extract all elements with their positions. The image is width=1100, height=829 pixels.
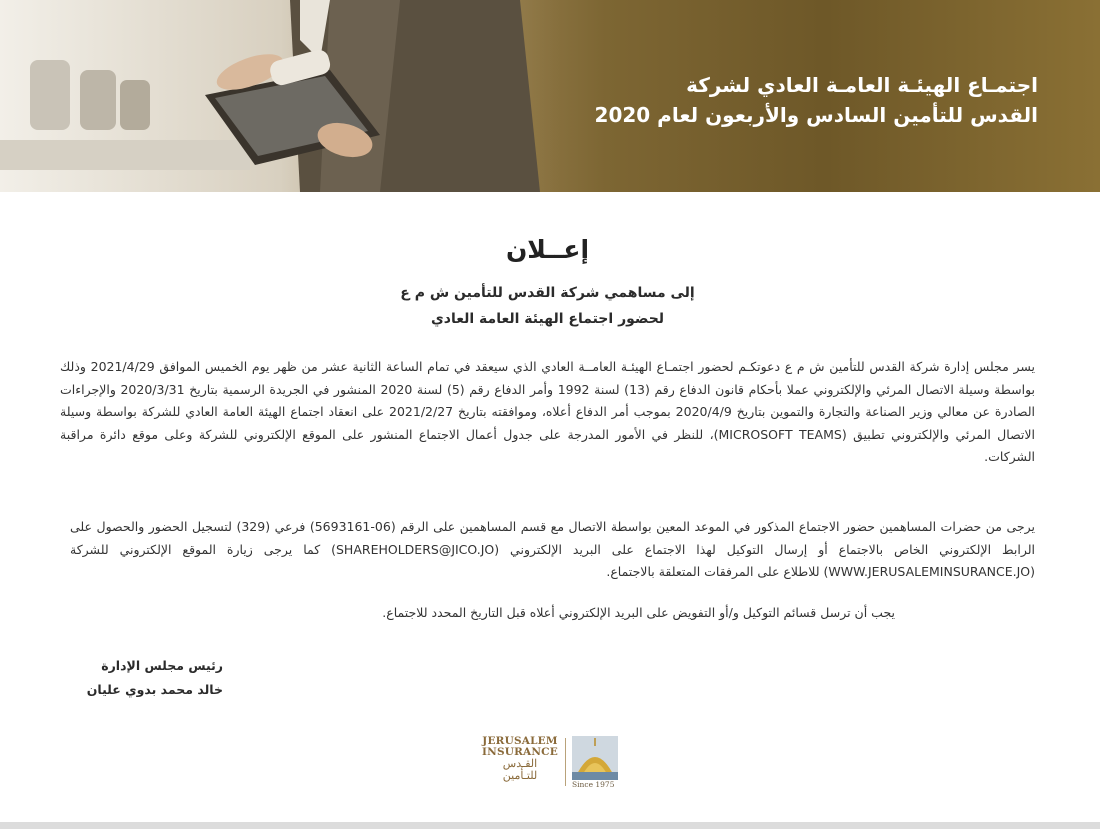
registration-paragraph: يرجى من حضرات المساهمين حضور الاجتماع المذكور في الموعد المعين بواسطة الاتصال مع قسم المساهمين على الرقم (06-5693161) فرعي (329) لتسجيل الحضور والحصول على الرابط الإلكتروني الخاص بالاجتماع أو إرسال التوكيل لهذا الاجتماع على البريد الإلكتروني (SHAREHOLDERS@JICO.JO) كما يرجى زيارة الموقع الإلكتروني للشركة (WWW.JERUSALEMINSURANCE.JO) للاطلاع على المرفقات المتعلقة بالاجتماع.	[70, 519, 1036, 579]
logo-ar-line2: للتـأمين	[502, 769, 538, 782]
banner-title-line2: القدس للتأمين السادس والأربعون لعام 2020	[594, 103, 1038, 127]
banner-title	[478, 70, 1038, 130]
proxy-paragraph: يجب أن ترسل قسائم التوكيل و/أو التفويض على البريد الإلكتروني أعلاه قبل التاريخ المحدد للاجتماع.	[382, 605, 895, 620]
announcement-heading: إعــلان	[505, 235, 590, 264]
logo-divider	[565, 738, 566, 786]
business-tablet-photo	[0, 0, 560, 192]
page-bottom-edge	[0, 822, 1100, 829]
logo-ar-line1: القـدس	[502, 757, 538, 770]
logo-text	[480, 736, 560, 782]
addressee-line1: إلى مساهمي شركة القدس للتأمين ش م ع	[400, 285, 695, 301]
announcement	[60, 222, 1036, 697]
addressee-line2: لحضور اجتماع الهيئة العامة العادي	[430, 311, 665, 327]
dome-of-rock-icon	[572, 736, 618, 780]
logo-en-line1: JERUSALEM	[482, 735, 558, 747]
signature-title: رئيس مجلس الإدارة	[101, 658, 223, 673]
signature-name: خالد محمد بدوي عليان	[86, 682, 223, 697]
company-logo	[480, 736, 620, 792]
addressee	[60, 280, 1035, 332]
logo-en-line2: INSURANCE	[482, 746, 558, 758]
header-banner	[0, 0, 1100, 192]
banner-title-line1: اجتمـاع الهيئـة العامـة العادي لشركة	[686, 73, 1038, 97]
logo-since: Since 1975	[572, 780, 615, 789]
signature-block	[53, 654, 223, 702]
invitation-paragraph: يسر مجلس إدارة شركة القدس للتأمين ش م ع دعوتكـم لحضور اجتمـاع الهيئـة العامــة العادي الذي سيعقد في تمام الساعة الثانية عشر من ظهر يوم الخميس الموافق 2021/4/29 وذلك بواسطة وسيلة الاتصال المرئي والإلكتروني عملا بأحكام قانون الدفاع رقم (13) لسنة 1992 وأمر الدفاع رقم (5) لسنة 2020 المنشور في الجريدة الرسمية بتاريخ 2020/3/31 والإجراءات الصادرة عن معالي وزير الصناعة والتجارة والتموين بتاريخ 2020/4/9 بموجب أمر الدفاع أعلاه، وموافقته بتاريخ 2021/2/27 على انعقاد اجتماع الهيئة العامة العادي للشركة بواسطة وسيلة الاتصال المرئي والإلكتروني تطبيق (MICROSOFT TEAMS)، للنظر في الأمور المدرجة على جدول أعمال الاجتماع المنشور على الموقع الإلكتروني للشركة وعلى موقع دائرة مراقبة الشركات.	[60, 359, 1036, 464]
